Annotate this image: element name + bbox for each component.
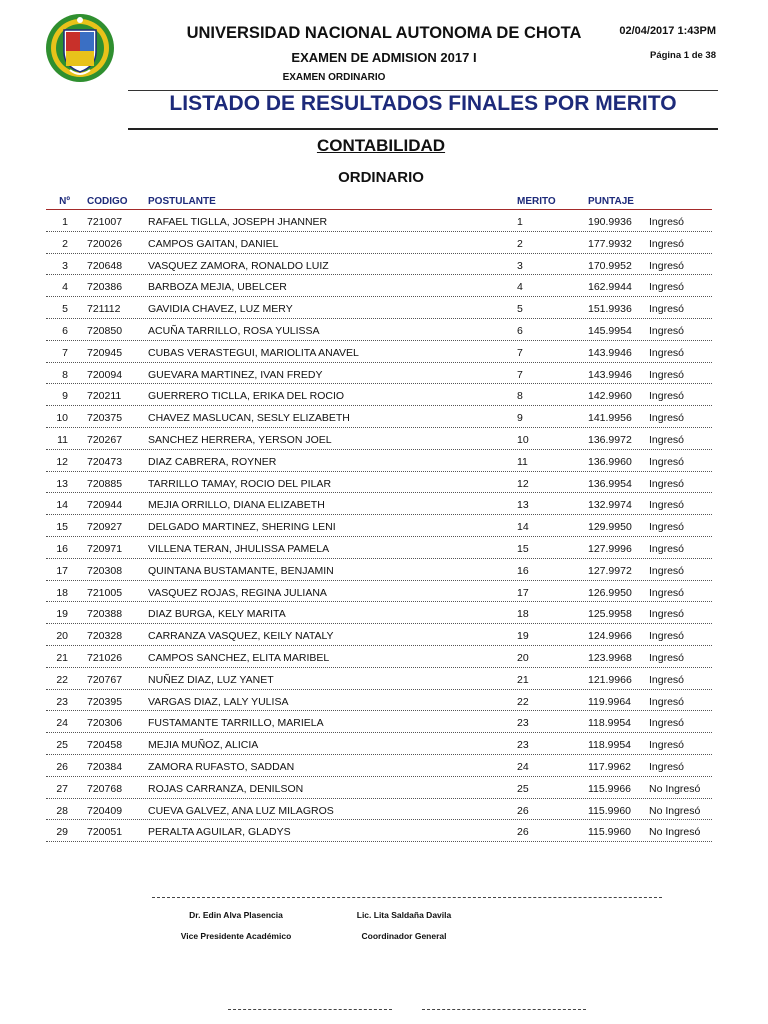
score-value: 136.9972 <box>588 433 632 446</box>
admission-status: No Ingresó <box>649 826 701 839</box>
row-number: 6 <box>62 324 68 337</box>
career-name: CONTABILIDAD <box>316 136 446 155</box>
merit-rank: 15 <box>517 542 529 555</box>
applicant-name: CHAVEZ MASLUCAN, SESLY ELIZABETH <box>148 412 350 425</box>
applicant-name: VARGAS DIAZ, LALY YULISA <box>148 695 289 708</box>
applicant-name: DIAZ BURGA, KELY MARITA <box>148 608 286 621</box>
applicant-name: RAFAEL TIGLLA, JOSEPH JHANNER <box>148 216 328 228</box>
signature-line-4 <box>422 1009 586 1010</box>
university-name: UNIVERSIDAD NACIONAL AUTONOMA DE CHOTA <box>186 24 582 42</box>
admission-status: Ingresó <box>649 630 685 643</box>
table-row <box>46 232 712 254</box>
applicant-name: ROJAS CARRANZA, DENILSON <box>148 782 304 795</box>
signature-line-3 <box>228 1009 392 1010</box>
table-row <box>46 559 712 581</box>
admission-status: No Ingresó <box>649 782 701 795</box>
applicant-name: CAMPOS GAITAN, DANIEL <box>148 237 279 250</box>
table-row <box>46 581 712 603</box>
score-value: 115.9966 <box>588 782 632 795</box>
table-row <box>46 820 712 842</box>
merit-rank: 1 <box>517 216 523 228</box>
applicant-code: 720375 <box>87 412 123 425</box>
admission-status: No Ingresó <box>649 804 701 817</box>
score-value: 117.9962 <box>588 760 632 773</box>
merit-rank: 17 <box>517 586 529 599</box>
applicant-name: DELGADO MARTINEZ, SHERING LENI <box>148 521 336 534</box>
score-value: 142.9960 <box>588 390 632 403</box>
col-header-name: POSTULANTE <box>148 196 216 207</box>
row-number: 12 <box>56 455 68 468</box>
merit-rank: 7 <box>517 368 523 381</box>
merit-rank: 26 <box>517 826 529 839</box>
applicant-name: TARRILLO TAMAY, ROCIO DEL PILAR <box>148 477 332 490</box>
merit-rank: 7 <box>517 346 523 359</box>
table-row <box>46 341 712 363</box>
col-header-merit: MERITO <box>517 196 556 207</box>
score-value: 177.9932 <box>588 237 632 250</box>
admission-status: Ingresó <box>649 608 685 621</box>
admission-status: Ingresó <box>649 695 685 708</box>
score-value: 124.9966 <box>588 630 632 643</box>
admission-status: Ingresó <box>649 717 685 730</box>
applicant-code: 720458 <box>87 739 123 752</box>
applicant-code: 720308 <box>87 564 123 577</box>
applicant-code: 720306 <box>87 717 123 730</box>
merit-rank: 26 <box>517 804 529 817</box>
applicant-code: 720944 <box>87 499 123 512</box>
merit-rank: 16 <box>517 564 529 577</box>
row-number: 13 <box>56 477 68 490</box>
row-number: 7 <box>62 346 68 359</box>
applicant-name: CARRANZA VASQUEZ, KEILY NATALY <box>148 630 334 643</box>
applicant-name: CUEVA GALVEZ, ANA LUZ MILAGROS <box>148 804 334 817</box>
score-value: 141.9956 <box>588 412 632 425</box>
admission-status: Ingresó <box>649 216 685 228</box>
table-row <box>46 254 712 276</box>
applicant-name: VILLENA TERAN, JHULISSA PAMELA <box>148 542 330 555</box>
title-rule-bottom <box>128 128 718 130</box>
applicant-code: 720768 <box>87 782 123 795</box>
merit-rank: 24 <box>517 760 529 773</box>
table-row <box>46 602 712 624</box>
score-value: 162.9944 <box>588 281 632 294</box>
row-number: 8 <box>62 368 68 381</box>
score-value: 119.9964 <box>588 695 632 708</box>
score-value: 132.9974 <box>588 499 632 512</box>
applicant-name: BARBOZA MEJIA, UBELCER <box>148 281 287 294</box>
admission-status: Ingresó <box>649 521 685 534</box>
row-number: 27 <box>56 782 68 795</box>
score-value: 145.9954 <box>588 324 632 337</box>
table-row <box>46 319 712 341</box>
table-row <box>46 515 712 537</box>
applicant-name: QUINTANA BUSTAMANTE, BENJAMIN <box>148 564 334 577</box>
page-indicator: Página 1 de 38 <box>649 50 716 61</box>
table-row <box>46 733 712 755</box>
table-row <box>46 777 712 799</box>
col-header-num: Nº <box>59 196 70 207</box>
table-row <box>46 275 712 297</box>
applicant-code: 720026 <box>87 237 123 250</box>
admission-status: Ingresó <box>649 324 685 337</box>
score-value: 143.9946 <box>588 368 632 381</box>
score-value: 125.9958 <box>588 608 632 621</box>
merit-rank: 9 <box>517 412 523 425</box>
applicant-code: 720384 <box>87 760 123 773</box>
score-value: 129.9950 <box>588 521 632 534</box>
applicant-name: CAMPOS SANCHEZ, ELITA MARIBEL <box>148 651 330 664</box>
admission-status: Ingresó <box>649 673 685 686</box>
row-number: 20 <box>56 630 68 643</box>
score-value: 115.9960 <box>588 804 632 817</box>
score-value: 136.9954 <box>588 477 632 490</box>
admission-status: Ingresó <box>649 651 685 664</box>
merit-rank: 5 <box>517 303 523 316</box>
signature-line-1 <box>152 897 320 898</box>
signatory-1-name: Dr. Edin Alva Plasencia <box>189 910 283 920</box>
row-number: 4 <box>62 281 68 294</box>
row-number: 2 <box>62 237 68 250</box>
applicant-code: 720409 <box>87 804 123 817</box>
admission-status: Ingresó <box>649 739 685 752</box>
table-header <box>46 195 712 210</box>
applicant-code: 720927 <box>87 521 123 534</box>
applicant-code: 720267 <box>87 433 123 446</box>
merit-rank: 8 <box>517 390 523 403</box>
table-row <box>46 690 712 712</box>
merit-rank: 12 <box>517 477 529 490</box>
score-value: 123.9968 <box>588 651 632 664</box>
row-number: 17 <box>56 564 68 577</box>
admission-status: Ingresó <box>649 390 685 403</box>
admission-status: Ingresó <box>649 368 685 381</box>
row-number: 25 <box>56 739 68 752</box>
table-row <box>46 297 712 319</box>
applicant-name: MEJIA MUÑOZ, ALICIA <box>148 739 259 752</box>
admission-status: Ingresó <box>649 760 685 773</box>
applicant-name: SANCHEZ HERRERA, YERSON JOEL <box>148 433 332 446</box>
applicant-name: MEJIA ORRILLO, DIANA ELIZABETH <box>148 499 325 512</box>
table-row <box>46 450 712 472</box>
table-row <box>46 668 712 690</box>
col-header-score: PUNTAJE <box>588 196 634 207</box>
applicant-code: 720885 <box>87 477 123 490</box>
applicant-code: 720328 <box>87 630 123 643</box>
applicant-code: 720386 <box>87 281 123 294</box>
exam-name: EXAMEN DE ADMISION 2017 I <box>291 50 477 65</box>
row-number: 3 <box>62 259 68 272</box>
admission-status: Ingresó <box>649 564 685 577</box>
table-row <box>46 624 712 646</box>
admission-status: Ingresó <box>649 259 685 272</box>
applicant-name: ACUÑA TARRILLO, ROSA YULISSA <box>148 324 320 337</box>
table-body <box>46 210 712 842</box>
table-row <box>46 428 712 450</box>
merit-rank: 25 <box>517 782 529 795</box>
applicant-code: 720473 <box>87 455 123 468</box>
print-date-time: 02/04/2017 1:43PM <box>619 25 716 37</box>
merit-rank: 21 <box>517 673 529 686</box>
exam-type: EXAMEN ORDINARIO <box>282 72 386 83</box>
applicant-name: VASQUEZ ZAMORA, RONALDO LUIZ <box>148 259 329 272</box>
merit-rank: 23 <box>517 739 529 752</box>
applicant-name: CUBAS VERASTEGUI, MARIOLITA ANAVEL <box>148 346 359 359</box>
score-value: 190.9936 <box>588 216 632 228</box>
score-value: 127.9972 <box>588 564 632 577</box>
applicant-code: 720388 <box>87 608 123 621</box>
merit-rank: 2 <box>517 237 523 250</box>
table-row <box>46 537 712 559</box>
title-rule-top <box>128 90 718 91</box>
row-number: 24 <box>56 717 68 730</box>
table-row <box>46 711 712 733</box>
row-number: 14 <box>56 499 68 512</box>
applicant-name: VASQUEZ ROJAS, REGINA JULIANA <box>148 586 327 599</box>
col-header-code: CODIGO <box>87 196 128 207</box>
merit-rank: 6 <box>517 324 523 337</box>
applicant-code: 720211 <box>87 390 122 403</box>
applicant-name: FUSTAMANTE TARRILLO, MARIELA <box>148 717 324 730</box>
score-value: 136.9960 <box>588 455 632 468</box>
merit-rank: 10 <box>517 433 529 446</box>
admission-status: Ingresó <box>649 477 685 490</box>
admission-status: Ingresó <box>649 281 685 294</box>
row-number: 9 <box>62 390 68 403</box>
signatory-2-name: Lic. Lita Saldaña Davila <box>356 910 452 920</box>
merit-rank: 19 <box>517 630 529 643</box>
admission-status: Ingresó <box>649 586 685 599</box>
applicant-code: 720767 <box>87 673 123 686</box>
applicant-code: 720945 <box>87 346 123 359</box>
applicant-name: PERALTA AGUILAR, GLADYS <box>148 826 291 839</box>
row-number: 29 <box>56 826 68 839</box>
row-number: 19 <box>56 608 68 621</box>
admission-status: Ingresó <box>649 237 685 250</box>
page-title: LISTADO DE RESULTADOS FINALES POR MERITO <box>169 92 677 115</box>
applicant-code: 720094 <box>87 368 123 381</box>
table-row <box>46 493 712 515</box>
signature-line-2 <box>322 897 662 898</box>
row-number: 11 <box>57 433 68 446</box>
table-row <box>46 384 712 406</box>
table-row <box>46 799 712 821</box>
row-number: 1 <box>62 216 68 228</box>
row-number: 21 <box>56 651 68 664</box>
merit-rank: 23 <box>517 717 529 730</box>
applicant-code: 720971 <box>87 542 123 555</box>
merit-rank: 22 <box>517 695 529 708</box>
merit-rank: 11 <box>517 455 528 468</box>
score-value: 143.9946 <box>588 346 632 359</box>
table-row <box>46 755 712 777</box>
applicant-code: 720051 <box>87 826 123 839</box>
admission-status: Ingresó <box>649 455 685 468</box>
admission-status: Ingresó <box>649 433 685 446</box>
applicant-code: 721005 <box>87 586 123 599</box>
applicant-code: 721026 <box>87 651 123 664</box>
applicant-code: 721007 <box>87 216 123 228</box>
applicant-code: 720648 <box>87 259 123 272</box>
merit-rank: 4 <box>517 281 523 294</box>
score-value: 170.9952 <box>588 259 632 272</box>
admission-status: Ingresó <box>649 303 685 316</box>
admission-status: Ingresó <box>649 346 685 359</box>
row-number: 28 <box>56 804 68 817</box>
applicant-name: GUEVARA MARTINEZ, IVAN FREDY <box>148 368 323 381</box>
row-number: 23 <box>56 695 68 708</box>
table-row <box>46 210 712 232</box>
merit-rank: 13 <box>517 499 529 512</box>
table-row <box>46 406 712 428</box>
results-table <box>46 195 712 842</box>
merit-rank: 20 <box>517 651 529 664</box>
admission-status: Ingresó <box>649 542 685 555</box>
table-row <box>46 472 712 494</box>
modality-name: ORDINARIO <box>338 169 424 186</box>
score-value: 118.9954 <box>588 717 632 730</box>
admission-status: Ingresó <box>649 499 685 512</box>
row-number: 16 <box>56 542 68 555</box>
score-value: 121.9966 <box>588 673 632 686</box>
row-number: 26 <box>56 760 68 773</box>
row-number: 22 <box>56 673 68 686</box>
applicant-code: 720850 <box>87 324 123 337</box>
signatory-2-role: Coordinador General <box>361 931 447 941</box>
row-number: 18 <box>56 586 68 599</box>
applicant-name: NUÑEZ DIAZ, LUZ YANET <box>148 673 274 686</box>
score-value: 151.9936 <box>588 303 632 316</box>
applicant-name: ZAMORA RUFASTO, SADDAN <box>148 760 295 773</box>
merit-rank: 3 <box>517 259 523 272</box>
admission-status: Ingresó <box>649 412 685 425</box>
table-row <box>46 646 712 668</box>
signatory-1-role: Vice Presidente Académico <box>180 931 292 941</box>
applicant-name: GAVIDIA CHAVEZ, LUZ MERY <box>148 303 293 316</box>
row-number: 15 <box>56 521 68 534</box>
applicant-name: DIAZ CABRERA, ROYNER <box>148 455 277 468</box>
row-number: 5 <box>62 303 68 316</box>
table-row <box>46 363 712 385</box>
score-value: 118.9954 <box>588 739 632 752</box>
row-number: 10 <box>56 412 68 425</box>
score-value: 127.9996 <box>588 542 632 555</box>
merit-rank: 14 <box>517 521 529 534</box>
applicant-name: GUERRERO TICLLA, ERIKA DEL ROCIO <box>148 390 345 403</box>
score-value: 115.9960 <box>588 826 632 839</box>
applicant-code: 720395 <box>87 695 123 708</box>
score-value: 126.9950 <box>588 586 632 599</box>
merit-rank: 18 <box>517 608 529 621</box>
applicant-code: 721112 <box>87 303 121 316</box>
